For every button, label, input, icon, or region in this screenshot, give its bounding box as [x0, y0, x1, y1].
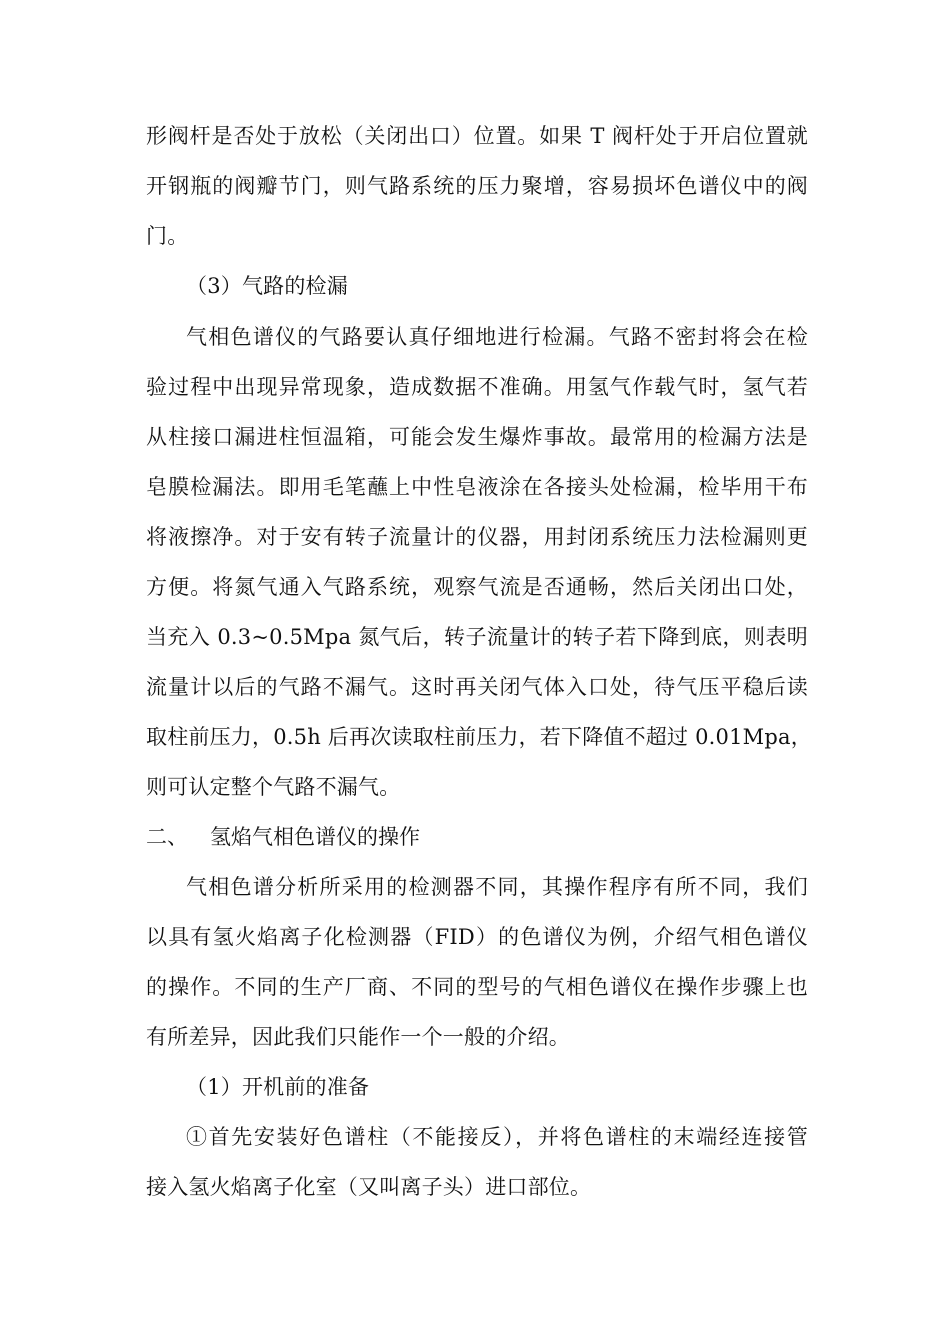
section-number: 二、 — [146, 825, 188, 849]
paragraph-line: 方便。将氮气通入气路系统，观察气流是否通畅，然后关闭出口处， — [146, 575, 808, 599]
paragraph-line: 从柱接口漏进柱恒温箱，可能会发生爆炸事故。最常用的检漏方法是 — [146, 425, 808, 449]
paragraph-line: 门。 — [146, 224, 189, 248]
paragraph-line: 以具有氢火焰离子化检测器（FID）的色谱仪为例，介绍气相色谱仪 — [146, 925, 808, 949]
paragraph-line: 接入氢火焰离子化室（又叫离子头）进口部位。 — [146, 1175, 592, 1199]
subheading-pre-startup: （1）开机前的准备 — [186, 1075, 370, 1099]
paragraph-line: 验过程中出现异常现象，造成数据不准确。用氢气作载气时，氢气若 — [146, 375, 808, 399]
paragraph-line: 有所差异，因此我们只能作一个一般的介绍。 — [146, 1025, 570, 1049]
paragraph-line: 气相色谱分析所采用的检测器不同，其操作程序有所不同，我们 — [186, 875, 808, 899]
paragraph-line: 当充入 0.3~0.5Mpa 氮气后，转子流量计的转子若下降到底，则表明 — [146, 625, 808, 649]
paragraph-line: 皂膜检漏法。即用毛笔蘸上中性皂液涂在各接头处检漏，检毕用干布 — [146, 475, 808, 499]
paragraph-line: 流量计以后的气路不漏气。这时再关闭气体入口处，待气压平稳后读 — [146, 675, 808, 699]
paragraph-line: 将液擦净。对于安有转子流量计的仪器，用封闭系统压力法检漏则更 — [146, 525, 808, 549]
section-title: 氢焰气相色谱仪的操作 — [210, 825, 420, 849]
subheading-gas-leak-check: （3）气路的检漏 — [186, 274, 348, 298]
paragraph-line: 形阀杆是否处于放松（关闭出口）位置。如果 T 阀杆处于开启位置就 — [146, 124, 808, 148]
paragraph-line: 则可认定整个气路不漏气。 — [146, 775, 401, 799]
paragraph-line: 气相色谱仪的气路要认真仔细地进行检漏。气路不密封将会在检 — [186, 325, 808, 349]
paragraph-line: 取柱前压力，0.5h 后再次读取柱前压力，若下降值不超过 0.01Mpa， — [146, 725, 812, 749]
paragraph-line: 的操作。不同的生产厂商、不同的型号的气相色谱仪在操作步骤上也 — [146, 975, 808, 999]
paragraph-line: 开钢瓶的阀瓣节门，则气路系统的压力聚增，容易损坏色谱仪中的阀 — [146, 174, 808, 198]
paragraph-line: ①首先安装好色谱柱（不能接反），并将色谱柱的末端经连接管 — [186, 1125, 808, 1149]
